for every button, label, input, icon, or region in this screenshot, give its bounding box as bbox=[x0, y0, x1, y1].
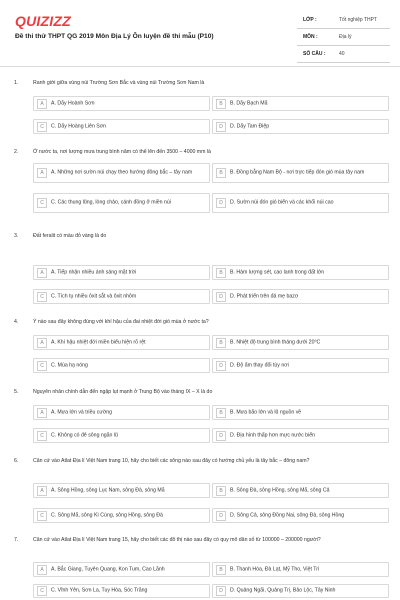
option-text: D. Quảng Ngãi, Quảng Trị, Bảo Lộc, Tây Ninh bbox=[230, 587, 336, 594]
option-text: A. Tiếp nhận nhiều ánh sáng mặt trời bbox=[51, 269, 137, 275]
option-letter: C bbox=[37, 511, 47, 521]
option-text: D. Địa hình thấp hơn mực nước biển bbox=[230, 432, 315, 438]
question-number: 5. bbox=[14, 389, 19, 395]
option-letter: B bbox=[216, 408, 226, 418]
option-d[interactable] bbox=[212, 428, 389, 443]
option-c[interactable] bbox=[33, 358, 210, 373]
option-b[interactable] bbox=[212, 335, 389, 350]
option-letter: C bbox=[37, 292, 47, 302]
option-text: B. Dãy Bạch Mã bbox=[230, 100, 268, 106]
option-d[interactable] bbox=[212, 289, 389, 304]
option-text: A. Sông Hồng, sông Lục Nam, sông Đà, sông Mã bbox=[51, 487, 165, 493]
option-letter: D bbox=[216, 586, 226, 596]
option-a[interactable] bbox=[33, 562, 210, 577]
option-text: B. Mưa bão lớn và lũ nguồn về bbox=[230, 409, 302, 415]
option-letter: C bbox=[37, 361, 47, 371]
option-text: B. Sông Đà, sông Hồng, sông Mã, sông Cả bbox=[230, 487, 330, 493]
question-number: 1. bbox=[14, 80, 19, 86]
question-number: 4. bbox=[14, 319, 19, 325]
question-text: Nguyên nhân chính dẫn đến ngập lụt mạnh ở Trung Bộ vào tháng IX – X là do bbox=[33, 389, 213, 395]
question-text: Ý nào sau đây không đúng với khí hậu của đai nhiệt đới gió mùa ở nước ta? bbox=[33, 319, 209, 325]
option-d[interactable] bbox=[212, 508, 389, 523]
worksheet-meta bbox=[297, 12, 390, 63]
option-text: C. Vĩnh Yên, Sơn La, Tuy Hòa, Sóc Trăng bbox=[51, 587, 148, 594]
meta-value: Tốt nghiệp THPT bbox=[339, 17, 377, 23]
option-b[interactable] bbox=[212, 163, 389, 183]
option-text: A. Khí hậu nhiệt đới miền biểu hiện rõ rệt bbox=[51, 339, 146, 345]
meta-key: SỐ CÂU : bbox=[303, 51, 326, 57]
question-number: 3. bbox=[14, 233, 19, 239]
option-a[interactable] bbox=[33, 483, 210, 498]
question-text: Ranh giới giữa vùng núi Trường Sơn Bắc và vùng núi Trường Sơn Nam là bbox=[33, 80, 205, 86]
option-a[interactable] bbox=[33, 335, 210, 350]
option-c[interactable] bbox=[33, 119, 210, 134]
option-b[interactable] bbox=[212, 96, 389, 111]
option-a[interactable] bbox=[33, 96, 210, 111]
option-letter: B bbox=[216, 565, 226, 575]
option-letter: C bbox=[37, 431, 47, 441]
question-text: Ở nước ta, nơi lượng mưa trung bình năm có thể lên đến 3500 – 4000 mm là bbox=[33, 149, 211, 155]
question-number: 2. bbox=[14, 149, 19, 155]
option-text: D. Phát triển trên đá mẹ bazơ bbox=[230, 293, 299, 299]
option-d[interactable] bbox=[212, 193, 389, 213]
option-b[interactable] bbox=[212, 265, 389, 280]
option-b[interactable] bbox=[212, 483, 389, 498]
meta-value: 40 bbox=[339, 51, 345, 57]
option-text: C. Tích tụ nhiều ôxit sắt và ôxit nhôm bbox=[51, 293, 137, 299]
header-divider bbox=[0, 66, 400, 67]
option-letter: D bbox=[216, 431, 226, 441]
meta-row-count bbox=[297, 46, 390, 63]
question-number: 7. bbox=[14, 537, 19, 543]
option-letter: C bbox=[37, 122, 47, 132]
option-text: A. Những nơi sườn núi chạy theo hướng đông bắc – tây nam bbox=[51, 169, 193, 176]
option-letter: A bbox=[37, 486, 47, 496]
option-letter: D bbox=[216, 292, 226, 302]
option-letter: A bbox=[37, 168, 47, 178]
option-b[interactable] bbox=[212, 405, 389, 420]
option-text: B. Hàm lượng sét, cao lanh trong đất lớn bbox=[230, 269, 325, 275]
option-letter: B bbox=[216, 168, 226, 178]
option-text: B. Thanh Hóa, Đà Lạt, Mỹ Tho, Việt Trì bbox=[230, 566, 320, 572]
option-d[interactable] bbox=[212, 358, 389, 373]
option-letter: A bbox=[37, 408, 47, 418]
meta-key: LỚP : bbox=[303, 17, 317, 23]
question-number: 6. bbox=[14, 458, 19, 464]
option-letter: D bbox=[216, 361, 226, 371]
option-d[interactable] bbox=[212, 584, 389, 598]
question-text: Đất feralit có màu đỏ vàng là do bbox=[33, 233, 107, 239]
option-letter: C bbox=[37, 198, 47, 208]
option-b[interactable] bbox=[212, 562, 389, 577]
option-letter: B bbox=[216, 338, 226, 348]
option-text: B. Đồng bằng Nam Bộ - nơi trực tiếp đón gió mùa tây nam bbox=[230, 169, 365, 176]
option-text: D. Dãy Tam Điệp bbox=[230, 123, 270, 129]
option-text: A. Bắc Giang, Tuyên Quang, Kon Tum, Cao Lãnh bbox=[51, 566, 165, 572]
option-text: C. Dãy Hoàng Liên Sơn bbox=[51, 123, 107, 129]
option-letter: B bbox=[216, 99, 226, 109]
option-letter: D bbox=[216, 198, 226, 208]
option-a[interactable] bbox=[33, 265, 210, 280]
option-text: D. Sườn núi đón gió biển và các khối núi cao bbox=[230, 199, 334, 206]
option-c[interactable] bbox=[33, 289, 210, 304]
option-text: D. Sông Cả, sông Đồng Nai, sông Đà, sông Hồng bbox=[230, 512, 345, 518]
option-letter: A bbox=[37, 565, 47, 575]
option-c[interactable] bbox=[33, 193, 210, 213]
option-a[interactable] bbox=[33, 163, 210, 183]
question-text: Căn cứ vào Atlat Địa lí Việt Nam trang 10, hãy cho biết các sông nào sau đây có hướng chủ yếu là tây bắc – đông nam? bbox=[33, 458, 310, 464]
meta-row-class bbox=[297, 12, 390, 29]
option-text: C. Sông Mã, sông Kì Cùng, sông Hồng, sông Đà bbox=[51, 512, 163, 518]
option-letter: B bbox=[216, 268, 226, 278]
page-title: Đề thi thử THPT QG 2019 Môn Địa Lý Ôn luyện đề thi mẫu (P10) bbox=[15, 33, 214, 40]
option-c[interactable] bbox=[33, 428, 210, 443]
option-letter: C bbox=[37, 586, 47, 596]
option-a[interactable] bbox=[33, 405, 210, 420]
option-letter: B bbox=[216, 486, 226, 496]
option-c[interactable] bbox=[33, 584, 210, 598]
option-letter: A bbox=[37, 338, 47, 348]
meta-value: Địa lý bbox=[339, 34, 352, 40]
option-text: A. Dãy Hoành Sơn bbox=[51, 100, 95, 106]
option-text: D. Độ ẩm thay đổi tùy nơi bbox=[230, 362, 289, 368]
option-text: C. Mùa hạ nóng bbox=[51, 362, 88, 368]
option-text: C. Các thung lũng, lòng chảo, cánh đồng ở miền núi bbox=[51, 199, 171, 206]
meta-key: MÔN : bbox=[303, 34, 318, 40]
option-text: B. Nhiệt độ trung bình tháng dưới 20°C bbox=[230, 339, 321, 345]
option-letter: A bbox=[37, 268, 47, 278]
option-letter: D bbox=[216, 511, 226, 521]
option-text: C. Không có đê sông ngăn lũ bbox=[51, 432, 118, 438]
option-text: A. Mưa lớn và triều cường bbox=[51, 409, 113, 415]
meta-row-subject bbox=[297, 29, 390, 46]
quizizz-logo: QUIZIZZ bbox=[15, 13, 71, 29]
option-letter: D bbox=[216, 122, 226, 132]
option-d[interactable] bbox=[212, 119, 389, 134]
option-letter: A bbox=[37, 99, 47, 109]
question-text: Căn cứ vào Atlat Địa lí Việt Nam trang 15, hãy cho biết các đô thị nào sau đây có quy mô dân số từ 100000 – 200000 người? bbox=[33, 537, 321, 543]
option-c[interactable] bbox=[33, 508, 210, 523]
